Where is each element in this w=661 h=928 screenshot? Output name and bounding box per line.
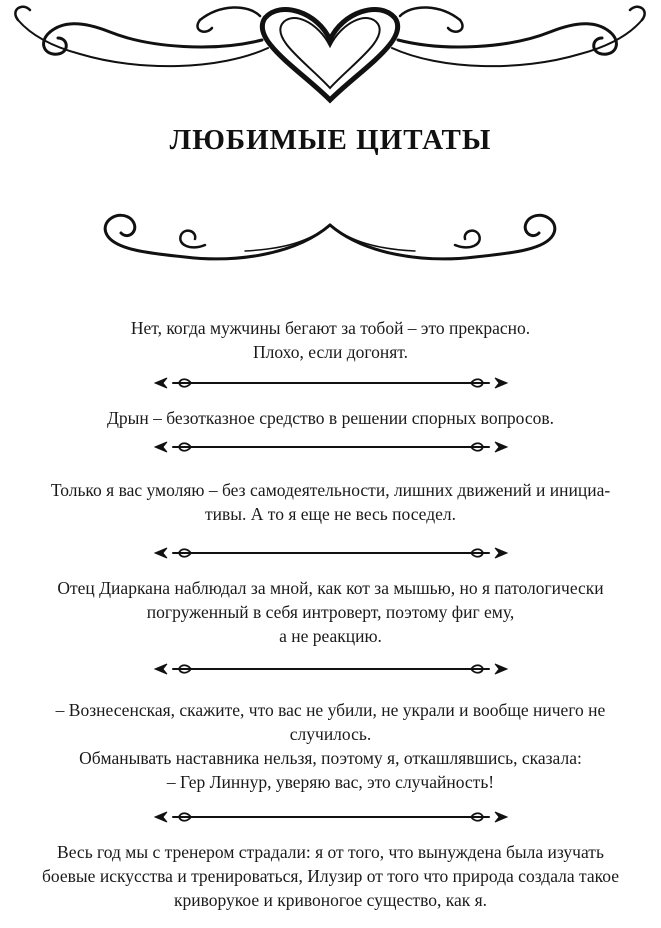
quote-line: а не реакцию. bbox=[279, 626, 382, 646]
quote-line: Нет, когда мужчины бегают за тобой – это прекрасно. bbox=[130, 318, 531, 338]
quote-6 bbox=[12, 840, 649, 912]
quote-line: криворукое и кривоногое существо, как я. bbox=[173, 890, 488, 910]
quote-line: Только я вас умоляю – без самодеятельности, лишних движений и инициа- bbox=[50, 480, 611, 500]
quote-1 bbox=[12, 316, 649, 364]
scroll-flourish-icon bbox=[95, 205, 566, 275]
quote-line: – Гер Линнур, уверяю вас, это случайность! bbox=[166, 772, 495, 792]
heart-flourish-icon bbox=[0, 0, 661, 118]
quote-line: Весь год мы с тренером страдали: я от того, что вынуждена была изучать bbox=[57, 842, 604, 862]
arrow-divider-icon bbox=[151, 438, 511, 456]
arrow-divider-icon bbox=[151, 374, 511, 392]
quote-5 bbox=[12, 698, 649, 794]
quote-line: погруженный в себя интроверт, поэтому фиг ему, bbox=[146, 602, 515, 622]
arrow-divider-icon bbox=[151, 544, 511, 562]
quote-line: Дрын – безотказное средство в решении спорных вопросов. bbox=[106, 408, 555, 428]
quote-3 bbox=[12, 478, 649, 526]
quote-line: тивы. А то я еще не весь поседел. bbox=[205, 504, 456, 524]
quote-line: Плохо, если догонят. bbox=[253, 342, 408, 362]
quote-line: случилось. bbox=[289, 724, 372, 744]
quote-line: – Вознесенская, скажите, что вас не убили, не украли и вообще ничего не bbox=[55, 700, 606, 720]
quote-line: Обманывать наставника нельзя, поэтому я, откашлявшись, сказала: bbox=[79, 748, 582, 768]
page-title: ЛЮБИМЫЕ ЦИТАТЫ bbox=[169, 124, 492, 156]
arrow-divider-icon bbox=[151, 660, 511, 678]
arrow-divider-icon bbox=[151, 808, 511, 826]
quote-line: боевые искусства и тренироваться, Илузир от того что природа создала такое bbox=[42, 866, 619, 886]
quote-line: Отец Диаркана наблюдал за мной, как кот за мышью, но я патологически bbox=[57, 578, 604, 598]
quote-2 bbox=[12, 406, 649, 430]
quote-4 bbox=[12, 576, 649, 648]
quotes-list bbox=[12, 316, 649, 912]
